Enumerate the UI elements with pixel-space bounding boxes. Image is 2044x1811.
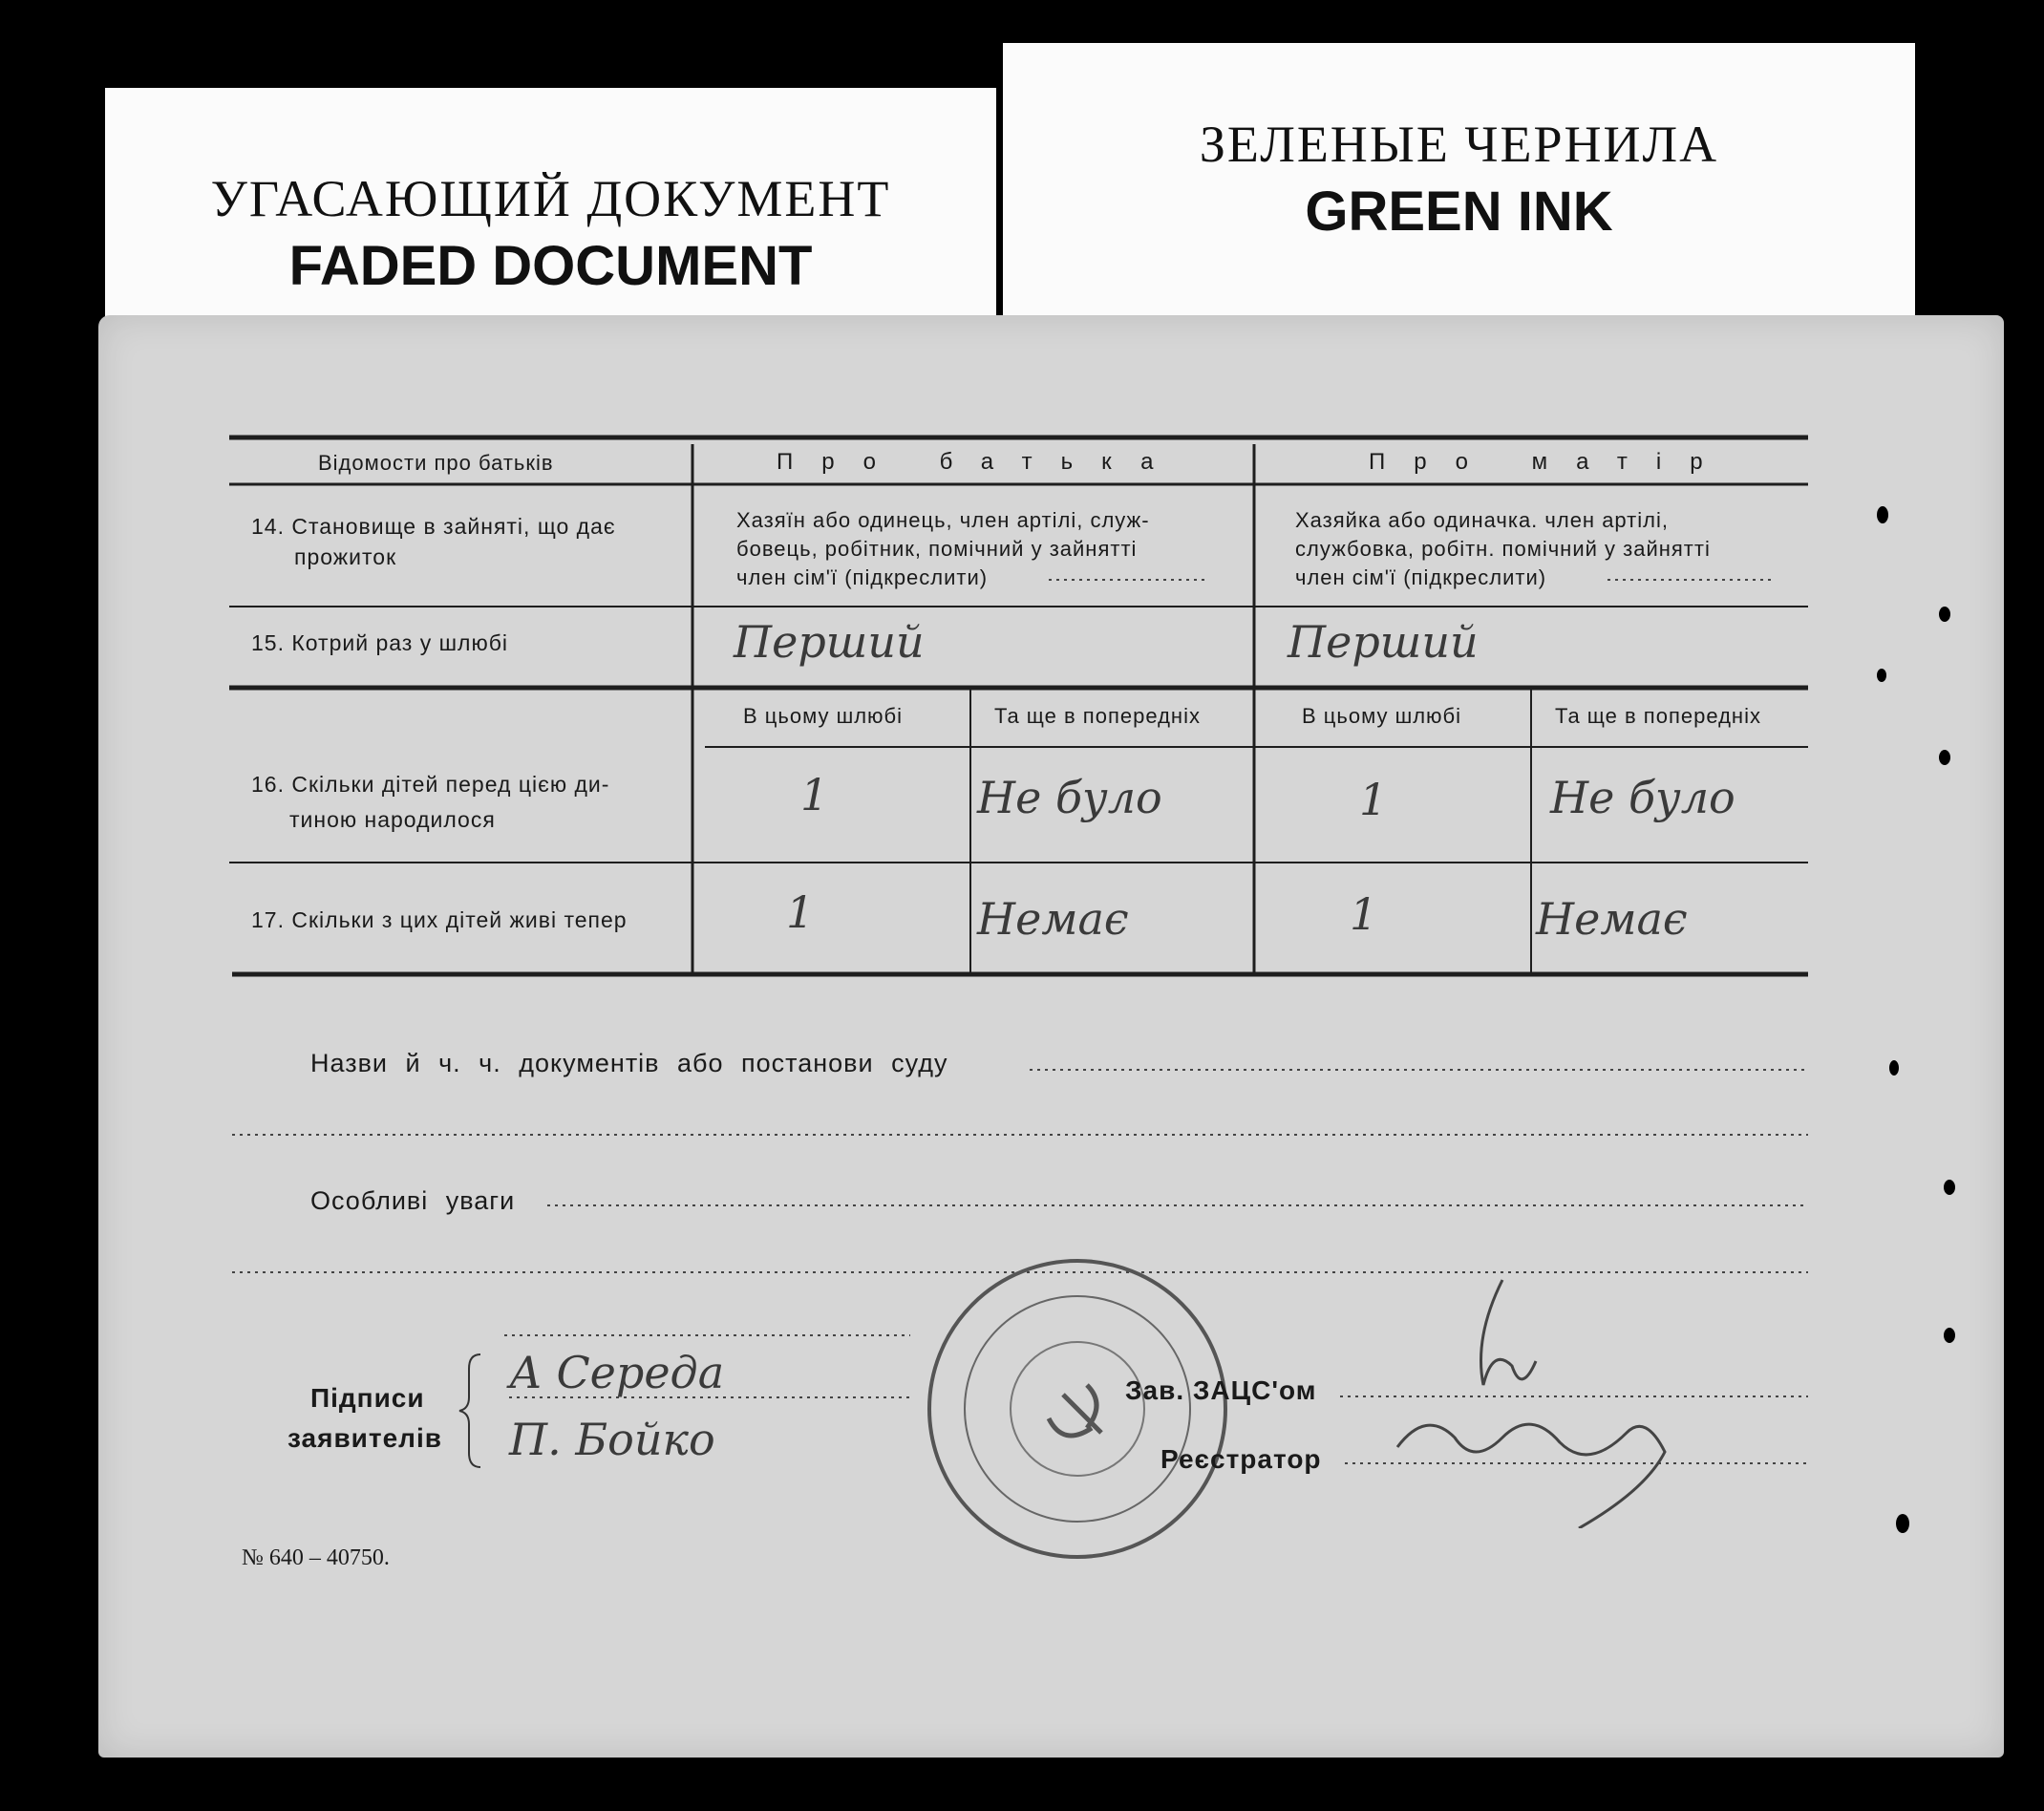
applicant-signature-2: П. Бойко	[509, 1414, 715, 1465]
q14-father-line3: член сім'ї (підкреслити)	[736, 565, 989, 589]
registry-form-sheet	[98, 315, 2004, 1758]
documents-label: Назви й ч. ч. документів або постанови суду	[310, 1049, 948, 1077]
binding-hole-3	[1939, 607, 1950, 622]
faded-document-label	[105, 88, 996, 330]
signatures-label-cont: заявителів	[287, 1423, 442, 1453]
q14-father-line2: бовець, робітник, помічний у зайнятті	[736, 537, 1138, 561]
subheader-father-previous: Та ще в попередніх	[994, 704, 1201, 728]
subheader-mother-this-marriage: В цьому шлюбі	[1302, 704, 1462, 728]
q17-label: 17. Скільки з цих дітей живі тепер	[251, 907, 628, 932]
binding-hole-7	[1896, 1514, 1909, 1533]
binding-hole-5	[1889, 1060, 1899, 1076]
q14-label-cont: прожиток	[294, 544, 397, 569]
q17-father-this-value: 1	[786, 886, 815, 938]
faded-label-english: FADED DOCUMENT	[288, 235, 813, 297]
applicant-signature-1: А Середа	[509, 1347, 725, 1398]
green-label-russian: ЗЕЛЕНЫЕ ЧЕРНИЛА	[1199, 116, 1719, 173]
q14-father-line1: Хазяїн або одинець, член артілі, служ-	[736, 508, 1150, 532]
q17-mother-prev-value: Немає	[1536, 893, 1688, 945]
q14-label: 14. Становище в зайняті, що дає	[251, 514, 616, 539]
binding-hole-8	[1944, 1328, 1955, 1343]
q14-mother-line1: Хазяйка або одиначка. член артілі,	[1295, 508, 1669, 532]
registrar-label: Реєстратор	[1160, 1444, 1322, 1474]
green-ink-label	[1003, 43, 1915, 334]
subheader-mother-previous: Та ще в попередніх	[1555, 704, 1761, 728]
q17-father-prev-value: Немає	[977, 893, 1129, 945]
faded-label-russian: УГАСАЮЩИЙ ДОКУМЕНТ	[210, 170, 891, 227]
table-header-parents-info: Відомости про батьків	[318, 451, 554, 475]
q16-father-this-value: 1	[800, 769, 829, 820]
subheader-father-this-marriage: В цьому шлюбі	[743, 704, 904, 728]
registrar-signature	[1359, 1270, 1760, 1528]
q15-father-value: Перший	[734, 616, 925, 668]
official-round-stamp	[920, 1251, 1235, 1566]
q14-mother-line2: службовка, робітн. помічний у зайнятті	[1295, 537, 1711, 561]
form-number: № 640 – 40750.	[242, 1545, 390, 1570]
q16-mother-this-value: 1	[1359, 774, 1388, 825]
binding-hole-6	[1944, 1180, 1955, 1195]
binding-hole-2	[1877, 669, 1886, 682]
q15-label: 15. Котрий раз у шлюбі	[251, 630, 509, 655]
zags-head-label: Зав. ЗАЦС'ом	[1125, 1375, 1317, 1405]
q14-mother-line3: член сім'ї (підкреслити)	[1295, 565, 1547, 589]
binding-hole-4	[1939, 750, 1950, 765]
q16-label-cont: тиною народилося	[289, 807, 496, 832]
q16-mother-prev-value: Не було	[1550, 772, 1735, 823]
q17-mother-this-value: 1	[1350, 888, 1378, 940]
table-header-mother: Про матір	[1369, 449, 1732, 475]
q16-label: 16. Скільки дітей перед цією ди-	[251, 772, 610, 797]
q15-mother-value: Перший	[1288, 616, 1479, 668]
green-label-english: GREEN INK	[1305, 181, 1613, 243]
binding-hole-1	[1877, 506, 1888, 523]
signatures-label: Підписи	[310, 1383, 425, 1413]
special-notes-label: Особливі уваги	[310, 1186, 516, 1215]
table-header-father: Про батька	[777, 449, 1182, 475]
q16-father-prev-value: Не було	[977, 772, 1162, 823]
